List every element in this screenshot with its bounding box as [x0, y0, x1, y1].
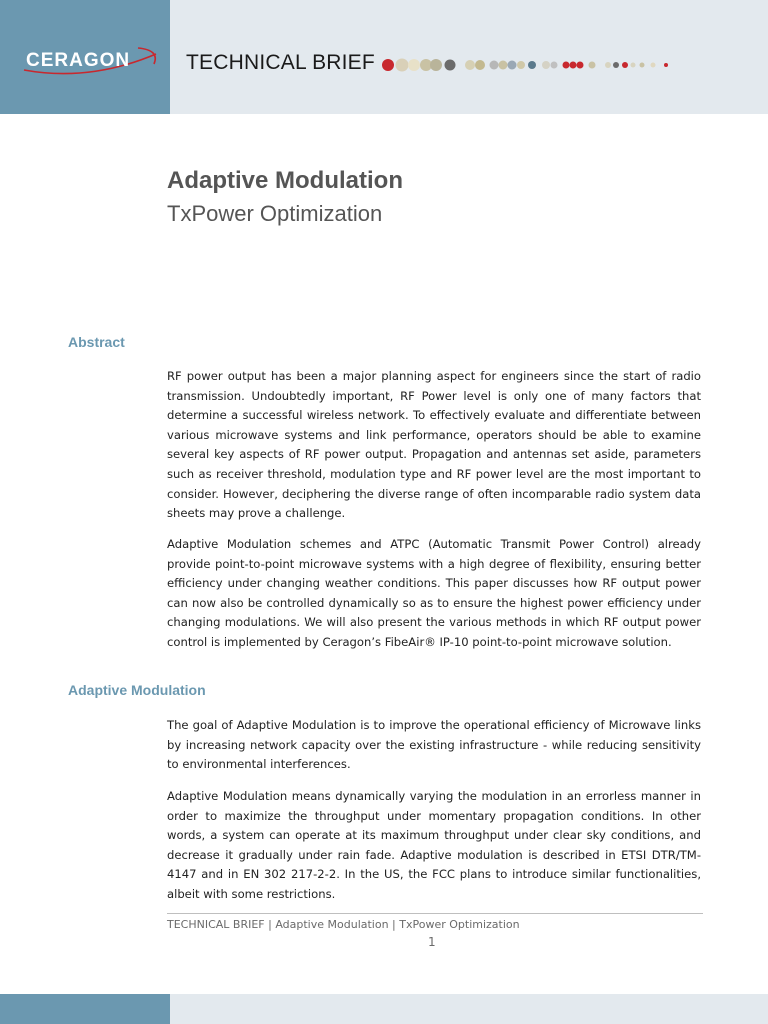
adaptive-paragraph-2: Adaptive Modulation means dynamically varying the modulation in an errorless manner in order to maximize the throughput under momentary propagation conditions. In other words, a system can operate at its maximum throughput under clear sky conditions, and decrease it gradually under rain fade. Adaptive modulation is described in ETSI DTR/TM-4147 and in EN 302 217-2-2. In the US, the FCC plans to introduce similar functionalities, albeit with some restrictions. — [167, 789, 701, 901]
abstract-paragraph-1: RF power output has been a major planning aspect for engineers since the start of radio transmission. Undoubtedly important, RF Power level is only one of many factors that determine a successful wireless network. To effectively evaluate and differentiate between various microwave systems and link performance, operators should be able to examine several key aspects of RF power output. Propagation and antennas set aside, parameters such as receiver threshold, modulation type and RF power level are the most important to consider. However, deciphering the diverse range of often incomparable radio system data sheets may prove a challenge. — [167, 369, 701, 521]
footer-running-title: TECHNICAL BRIEF | Adaptive Modulation | TxPower Optimization — [167, 918, 520, 931]
ceragon-logo: CERAGON — [26, 50, 131, 71]
footer-divider — [167, 913, 703, 914]
technical-brief-label: TECHNICAL BRIEF — [186, 51, 375, 74]
bottom-brand-band — [0, 994, 170, 1024]
bottom-gray-band — [170, 994, 768, 1024]
adaptive-modulation-heading: Adaptive Modulation — [68, 682, 206, 698]
adaptive-paragraph-1: The goal of Adaptive Modulation is to improve the operational efficiency of Microwave links by increasing network capacity over the existing infrastructure - while reducing sensitivity to environmental interferences. — [167, 718, 701, 772]
page-number: 1 — [428, 935, 436, 949]
abstract-heading: Abstract — [68, 334, 125, 350]
document-title: Adaptive Modulation — [167, 167, 403, 194]
document-subtitle: TxPower Optimization — [167, 201, 383, 226]
decorative-dots-icon — [380, 58, 680, 72]
abstract-paragraph-2: Adaptive Modulation schemes and ATPC (Automatic Transmit Power Control) already provide point-to-point microwave systems with a high degree of flexibility, ensuring better efficiency under changing weather conditions. This paper discusses how RF output power can now also be controlled dynamically so as to ensure the highest power efficiency under changing modulations. We will also present the various methods in which RF output power control is implemented by Ceragon’s FibeAir® IP-10 point-to-point microwave solution. — [167, 537, 701, 649]
